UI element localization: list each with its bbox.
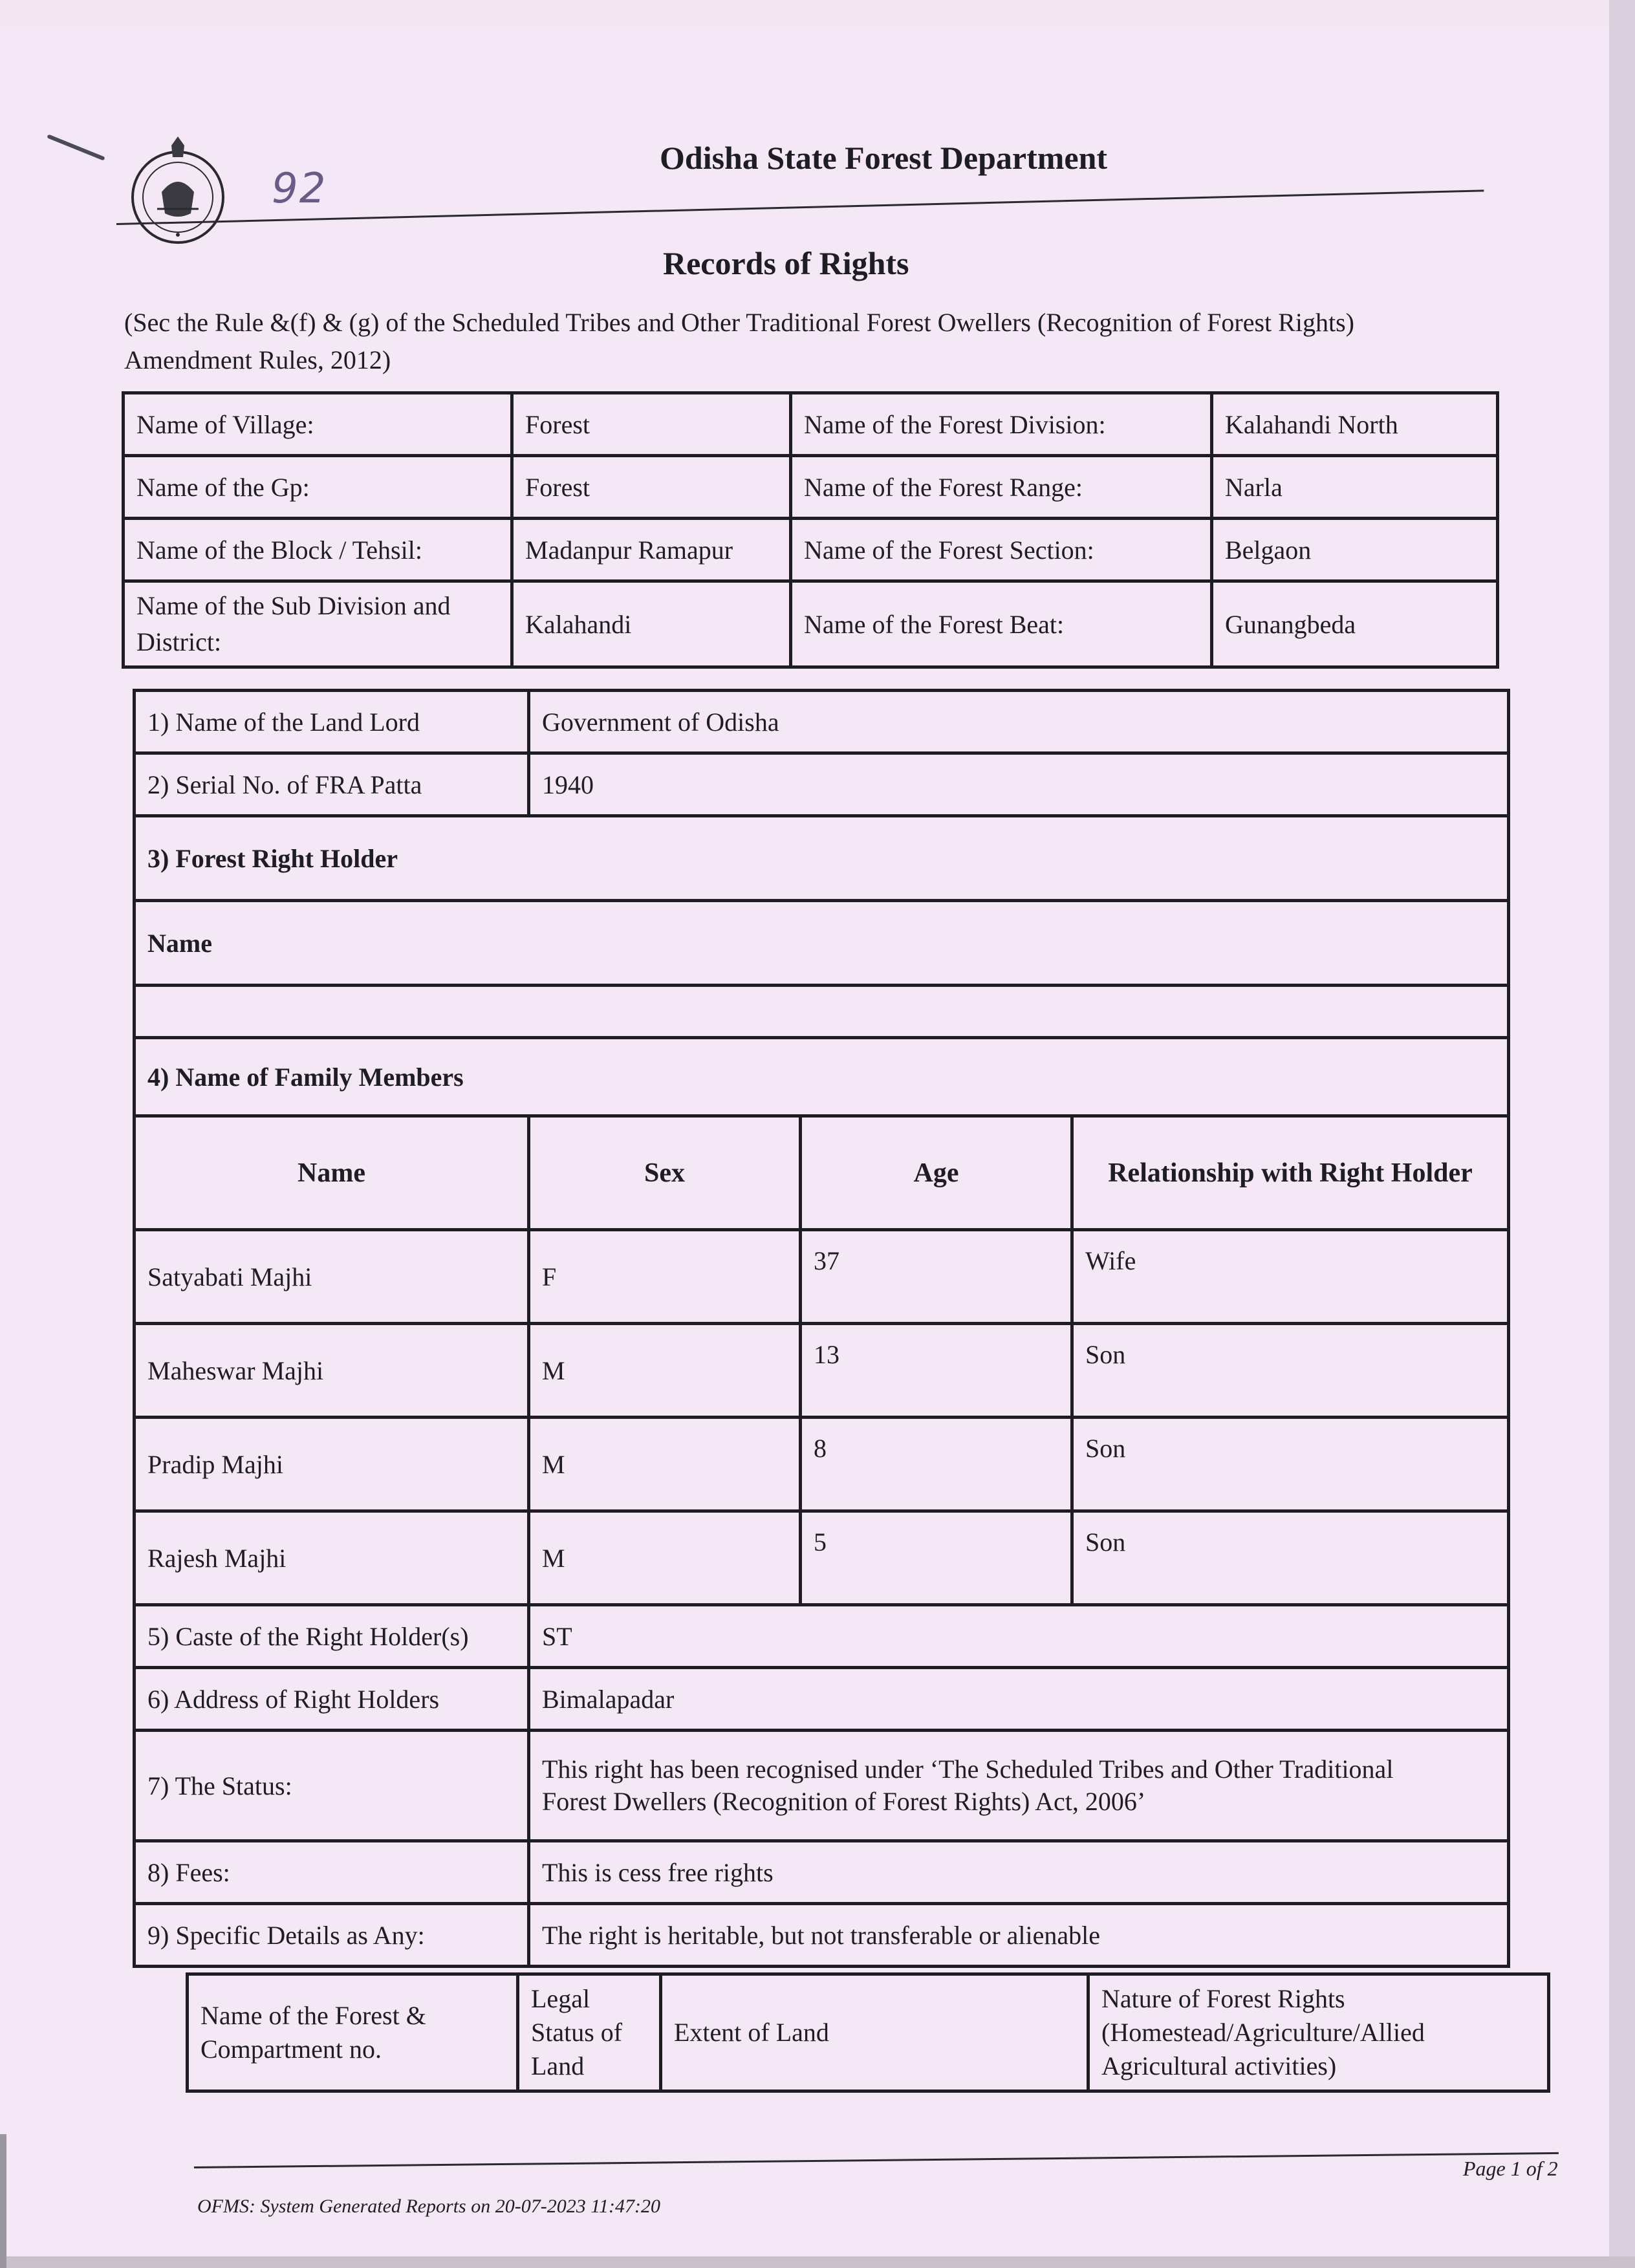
table-row	[188, 1974, 1549, 2091]
table-row	[135, 753, 1509, 816]
member-relation: Son	[1072, 1511, 1509, 1605]
forest-range-value: Narla	[1212, 456, 1498, 519]
member-sex: M	[529, 1418, 801, 1511]
location-table	[122, 391, 1499, 669]
block-value: Madanpur Ramapur	[512, 519, 791, 581]
address-value: Bimalapadar	[529, 1668, 1509, 1731]
scan-edge-bottom	[0, 2256, 1635, 2268]
column-header-relationship: Relationship with Right Holder	[1072, 1116, 1509, 1230]
forest-range-label: Name of the Forest Range:	[791, 456, 1212, 519]
serial-label: 2) Serial No. of FRA Patta	[135, 753, 529, 816]
status-label: 7) The Status:	[135, 1731, 529, 1841]
scan-edge-left	[0, 2134, 6, 2268]
intro-text: (Sec the Rule &(f) & (g) of the Scheduled Tribes and Other Traditional Forest Owellers (Recognition of Forest Rights) Amendment Rules, 2012)	[124, 308, 1354, 374]
table-row	[135, 1418, 1509, 1511]
gp-label: Name of the Gp:	[124, 456, 512, 519]
member-name: Pradip Majhi	[135, 1418, 529, 1511]
forest-division-label: Name of the Forest Division:	[791, 393, 1212, 456]
table-row	[135, 986, 1509, 1038]
forest-beat-value: Gunangbeda	[1212, 581, 1498, 667]
land-lord-value: Government of Odisha	[529, 691, 1509, 753]
details-label: 9) Specific Details as Any:	[135, 1904, 529, 1967]
member-sex: M	[529, 1324, 801, 1418]
member-age: 13	[801, 1324, 1072, 1418]
family-heading: 4) Name of Family Members	[135, 1038, 1509, 1116]
document-title: Records of Rights	[663, 245, 909, 281]
table-row	[135, 816, 1509, 901]
sub-division-label: Name of the Sub Division and District:	[124, 581, 512, 667]
column-header-sex: Sex	[529, 1116, 801, 1230]
sub-division-value: Kalahandi	[512, 581, 791, 667]
forest-section-label: Name of the Forest Section:	[791, 519, 1212, 581]
member-relation: Son	[1072, 1324, 1509, 1418]
table-row	[124, 519, 1498, 581]
table-row	[135, 1230, 1509, 1324]
column-header-name: Name	[135, 1116, 529, 1230]
blank-row	[135, 986, 1509, 1038]
member-age: 37	[801, 1230, 1072, 1324]
table-row	[124, 393, 1498, 456]
right-holder-heading: 3) Forest Right Holder	[135, 816, 1509, 901]
land-table	[186, 1972, 1550, 2093]
extent-of-land-header: Extent of Land	[661, 1974, 1088, 2091]
land-lord-label: 1) Name of the Land Lord	[135, 691, 529, 753]
nature-of-rights-header: Nature of Forest Rights (Homestead/Agriculture/Allied Agricultural activities)	[1088, 1974, 1549, 2091]
caste-label: 5) Caste of the Right Holder(s)	[135, 1605, 529, 1668]
member-age: 8	[801, 1418, 1072, 1511]
legal-status-header: Legal Status of Land	[518, 1974, 661, 2091]
forest-compartment-header: Name of the Forest & Compartment no.	[188, 1974, 518, 2091]
table-row	[135, 901, 1509, 986]
village-label: Name of Village:	[124, 393, 512, 456]
page-number: Page 1 of 2	[1463, 2157, 1558, 2180]
table-row	[124, 581, 1498, 667]
table-row	[135, 1605, 1509, 1668]
status-value-line1: This right has been recognised under ‘The Scheduled Tribes and Other Traditional	[542, 1755, 1394, 1784]
table-row	[124, 456, 1498, 519]
village-value: Forest	[512, 393, 791, 456]
status-value-line2: Forest Dwellers (Recognition of Forest Rights) Act, 2006’	[542, 1787, 1146, 1816]
table-row	[135, 1511, 1509, 1605]
table-row	[135, 1324, 1509, 1418]
status-value	[529, 1731, 1509, 1841]
table-row	[135, 691, 1509, 753]
serial-value: 1940	[529, 753, 1509, 816]
member-name: Satyabati Majhi	[135, 1230, 529, 1324]
record-table	[133, 689, 1510, 1968]
details-value: The right is heritable, but not transferable or alienable	[529, 1904, 1509, 1967]
forest-section-value: Belgaon	[1212, 519, 1498, 581]
column-header-age: Age	[801, 1116, 1072, 1230]
gp-value: Forest	[512, 456, 791, 519]
block-label: Name of the Block / Tehsil:	[124, 519, 512, 581]
scan-edge-right	[1609, 0, 1635, 2268]
table-row	[135, 1904, 1509, 1967]
member-name: Rajesh Majhi	[135, 1511, 529, 1605]
forest-beat-label: Name of the Forest Beat:	[791, 581, 1212, 667]
table-row	[135, 1668, 1509, 1731]
caste-value: ST	[529, 1605, 1509, 1668]
member-relation: Wife	[1072, 1230, 1509, 1324]
forest-division-value: Kalahandi North	[1212, 393, 1498, 456]
name-label: Name	[135, 901, 1509, 986]
handwritten-note: 92	[272, 165, 327, 213]
table-row	[135, 1841, 1509, 1904]
member-relation: Son	[1072, 1418, 1509, 1511]
fees-label: 8) Fees:	[135, 1841, 529, 1904]
member-sex: F	[529, 1230, 801, 1324]
department-title: Odisha State Forest Department	[660, 140, 1108, 176]
address-label: 6) Address of Right Holders	[135, 1668, 529, 1731]
member-age: 5	[801, 1511, 1072, 1605]
table-row	[135, 1116, 1509, 1230]
member-name: Maheswar Majhi	[135, 1324, 529, 1418]
generated-note: OFMS: System Generated Reports on 20-07-2023 11:47:20	[197, 2196, 660, 2217]
fees-value: This is cess free rights	[529, 1841, 1509, 1904]
member-sex: M	[529, 1511, 801, 1605]
table-row	[135, 1731, 1509, 1841]
odisha-emblem-icon	[126, 133, 230, 249]
table-row	[135, 1038, 1509, 1116]
